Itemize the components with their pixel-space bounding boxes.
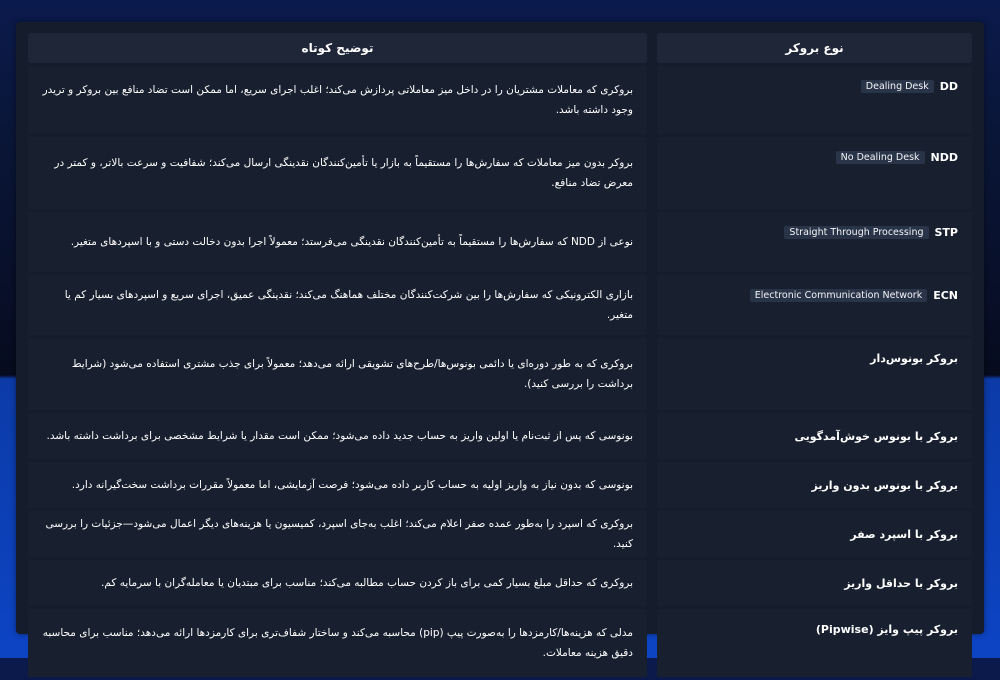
broker-type-tag: Straight Through Processing xyxy=(784,226,928,239)
broker-type-cell xyxy=(657,212,972,272)
column-header-description: توضیح کوتاه xyxy=(28,33,647,63)
broker-type-abbr: STP xyxy=(934,226,958,239)
broker-type-abbr: DD xyxy=(939,80,958,93)
broker-type-tag: Electronic Communication Network xyxy=(750,289,927,302)
table-row xyxy=(28,66,972,134)
broker-type-cell xyxy=(657,275,972,335)
table-row xyxy=(28,609,972,677)
broker-description-cell: بروکر بدون میز معاملات که سفارش‌ها را مستقیماً به بازار یا تأمین‌کنندگان نقدینگی ارسال می‌کند؛ شفافیت و سرعت بالاتر، و کمتر در معرض تضاد منافع. xyxy=(28,137,647,209)
broker-type-abbr: NDD xyxy=(930,151,958,164)
broker-description-cell: بونوسی که بدون نیاز به واریز اولیه به حساب کاربر داده می‌شود؛ فرصت آزمایشی، اما معمولاً مقررات برداشت سخت‌گیرانه دارد. xyxy=(28,462,647,508)
broker-types-table xyxy=(28,30,972,680)
broker-description-cell: بروکری که حداقل مبلغ بسیار کمی برای باز کردن حساب مطالبه می‌کند؛ مناسب برای مبتدیان یا معامله‌گران با سرمایه کم. xyxy=(28,560,647,606)
column-header-type: نوع بروکر xyxy=(657,33,972,63)
broker-type-title: بروکر با بونوس خوش‌آمدگویی xyxy=(657,413,972,459)
broker-description-cell: نوعی از NDD که سفارش‌ها را مستقیماً به تأمین‌کنندگان نقدینگی می‌فرستد؛ معمولاً اجرا بدون دخالت دستی و با اسپردهای متغیر. xyxy=(28,212,647,272)
table-row xyxy=(28,413,972,459)
table-header-row xyxy=(28,33,972,63)
table-row xyxy=(28,511,972,557)
broker-type-tag: No Dealing Desk xyxy=(836,151,925,164)
broker-types-panel xyxy=(16,22,984,659)
broker-description-cell: بونوسی که پس از ثبت‌نام یا اولین واریز به حساب جدید داده می‌شود؛ ممکن است مقدار یا شرایط مشخصی برای برداشت داشته باشد. xyxy=(28,413,647,459)
table-row xyxy=(28,137,972,209)
broker-type-title: بروکر پیپ وایز (Pipwise) xyxy=(657,609,972,677)
broker-type-abbr: ECN xyxy=(933,289,958,302)
broker-description-cell: بروکری که به طور دوره‌ای یا دائمی بونوس‌ها/طرح‌های تشویقی ارائه می‌دهد؛ معمولاً برای جذب مشتری استفاده می‌شود (شرایط برداشت را بررسی کنید). xyxy=(28,338,647,410)
table-row xyxy=(28,275,972,335)
table-row xyxy=(28,212,972,272)
broker-type-title: بروکر با حداقل واریز xyxy=(657,560,972,606)
broker-type-cell xyxy=(657,137,972,209)
broker-type-cell xyxy=(657,66,972,134)
broker-description-cell: مدلی که هزینه‌ها/کارمزدها را به‌صورت پیپ (pip) محاسبه می‌کند و ساختار شفاف‌تری برای کارمزدها ارائه می‌دهد؛ مناسب برای محاسبه دقیق هزینه معاملات. xyxy=(28,609,647,677)
broker-description-cell: بازاری الکترونیکی که سفارش‌ها را بین شرکت‌کنندگان مختلف هماهنگ می‌کند؛ نقدینگی عمیق، اجرای سریع و اسپردهای بسیار کم یا متغیر. xyxy=(28,275,647,335)
broker-type-title: بروکر با بونوس بدون واریز xyxy=(657,462,972,508)
broker-type-title: بروکر بونوس‌دار xyxy=(657,338,972,410)
table-row xyxy=(28,338,972,410)
table-row xyxy=(28,462,972,508)
broker-description-cell: بروکری که معاملات مشتریان را در داخل میز معاملاتی پردازش می‌کند؛ اغلب اجرای سریع، اما ممکن است تضاد منافع بین بروکر و تریدر وجود داشته باشد. xyxy=(28,66,647,134)
broker-description-cell: بروکری که اسپرد را به‌طور عمده صفر اعلام می‌کند؛ اغلب به‌جای اسپرد، کمیسیون یا هزینه‌های دیگر اعمال می‌شود—جزئیات را بررسی کنید. xyxy=(28,511,647,557)
table-row xyxy=(28,560,972,606)
broker-type-title: بروکر با اسپرد صفر xyxy=(657,511,972,557)
broker-type-tag: Dealing Desk xyxy=(861,80,934,93)
